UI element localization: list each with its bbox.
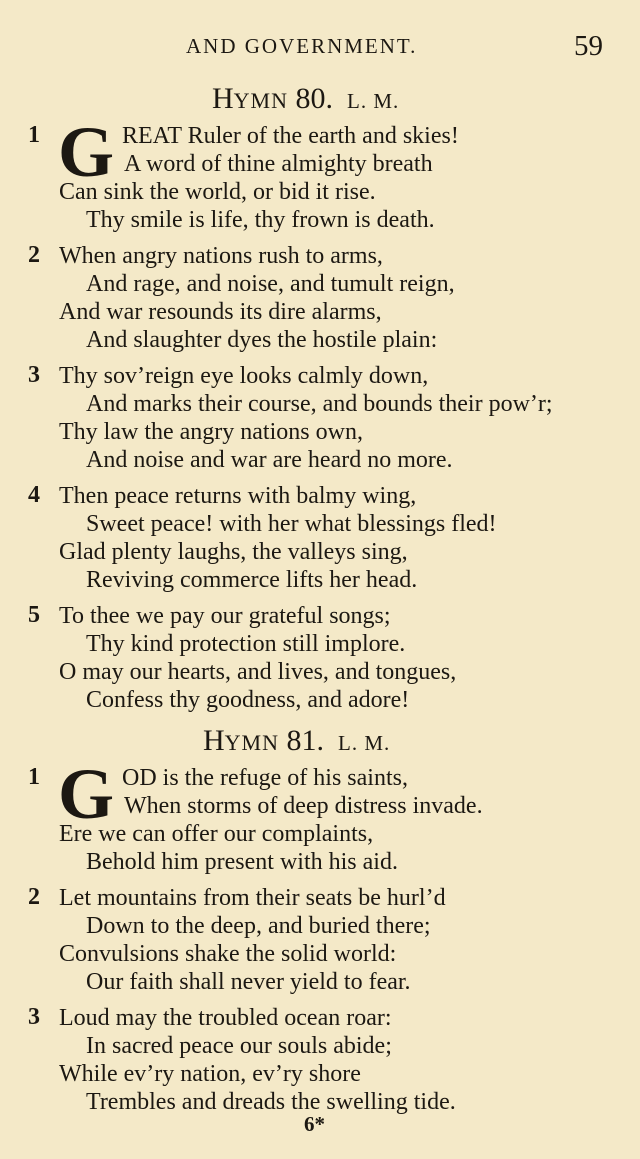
verse-line: Sweet peace! with her what blessings fled! (86, 511, 497, 537)
stanza-number: 1 (28, 764, 40, 790)
verse-line: Thy kind protection still implore. (86, 631, 406, 657)
verse-line: Confess thy goodness, and adore! (86, 687, 410, 713)
stanza-number: 3 (28, 1004, 40, 1030)
verse-line: Glad plenty laughs, the valleys sing, (59, 539, 408, 565)
hymn-title-prefix: H (203, 724, 225, 757)
verse-line: And noise and war are heard no more. (86, 447, 453, 473)
verse-line: To thee we pay our grateful songs; (59, 603, 391, 629)
stanza-number: 3 (28, 362, 40, 388)
verse-line: Thy smile is life, thy frown is death. (86, 207, 435, 233)
verse-line: And marks their course, and bounds their pow’r; (86, 391, 553, 417)
stanza-number: 1 (28, 122, 40, 148)
verse-line: Can sink the world, or bid it rise. (59, 179, 376, 205)
verse-line: Our faith shall never yield to fear. (86, 969, 411, 995)
hymn-number: 80. (295, 82, 334, 115)
verse-line: Thy law the angry nations own, (59, 419, 363, 445)
hymn-number: 81. (286, 724, 325, 757)
verse-line: A word of thine almighty breath (124, 151, 433, 177)
drop-cap: G (58, 112, 115, 192)
hymn-title (212, 82, 399, 116)
stanza-number: 2 (28, 884, 40, 910)
hymn-title (203, 724, 390, 758)
stanza-number: 5 (28, 602, 40, 628)
verse-line: When storms of deep distress invade. (124, 793, 483, 819)
verse-line: Let mountains from their seats be hurl’d (59, 885, 446, 911)
verse-line: In sacred peace our souls abide; (86, 1033, 392, 1059)
hymn-meter: L. M. (347, 89, 400, 113)
verse-line: When angry nations rush to arms, (59, 243, 383, 269)
verse-line: And war resounds its dire alarms, (59, 299, 382, 325)
hymn-title-prefix: H (212, 82, 234, 115)
hymn-title-rest: YMN (224, 730, 280, 755)
verse-line: Down to the deep, and buried there; (86, 913, 431, 939)
verse-line: Behold him present with his aid. (86, 849, 398, 875)
verse-line: And slaughter dyes the hostile plain: (86, 327, 438, 353)
verse-line: Convulsions shake the solid world: (59, 941, 397, 967)
hymn-title-rest: YMN (233, 88, 289, 113)
verse-line: Reviving commerce lifts her head. (86, 567, 418, 593)
verse-line: Thy sov’reign eye looks calmly down, (59, 363, 429, 389)
verse-line: Trembles and dreads the swelling tide. (86, 1089, 456, 1115)
signature-mark: 6* (304, 1112, 325, 1136)
verse-line: Loud may the troubled ocean roar: (59, 1005, 392, 1031)
verse-line: And rage, and noise, and tumult reign, (86, 271, 455, 297)
page-number: 59 (574, 30, 603, 62)
running-title: AND GOVERNMENT. (186, 34, 418, 58)
hymn-meter: L. M. (338, 731, 391, 755)
verse-line: OD is the refuge of his saints, (122, 765, 408, 791)
stanza-number: 2 (28, 242, 40, 268)
verse-line: While ev’ry nation, ev’ry shore (59, 1061, 361, 1087)
verse-line: REAT Ruler of the earth and skies! (122, 123, 459, 149)
verse-line: O may our hearts, and lives, and tongues, (59, 659, 457, 685)
verse-line: Then peace returns with balmy wing, (59, 483, 417, 509)
verse-line: Ere we can offer our complaints, (59, 821, 374, 847)
drop-cap: G (58, 754, 115, 834)
stanza-number: 4 (28, 482, 40, 508)
